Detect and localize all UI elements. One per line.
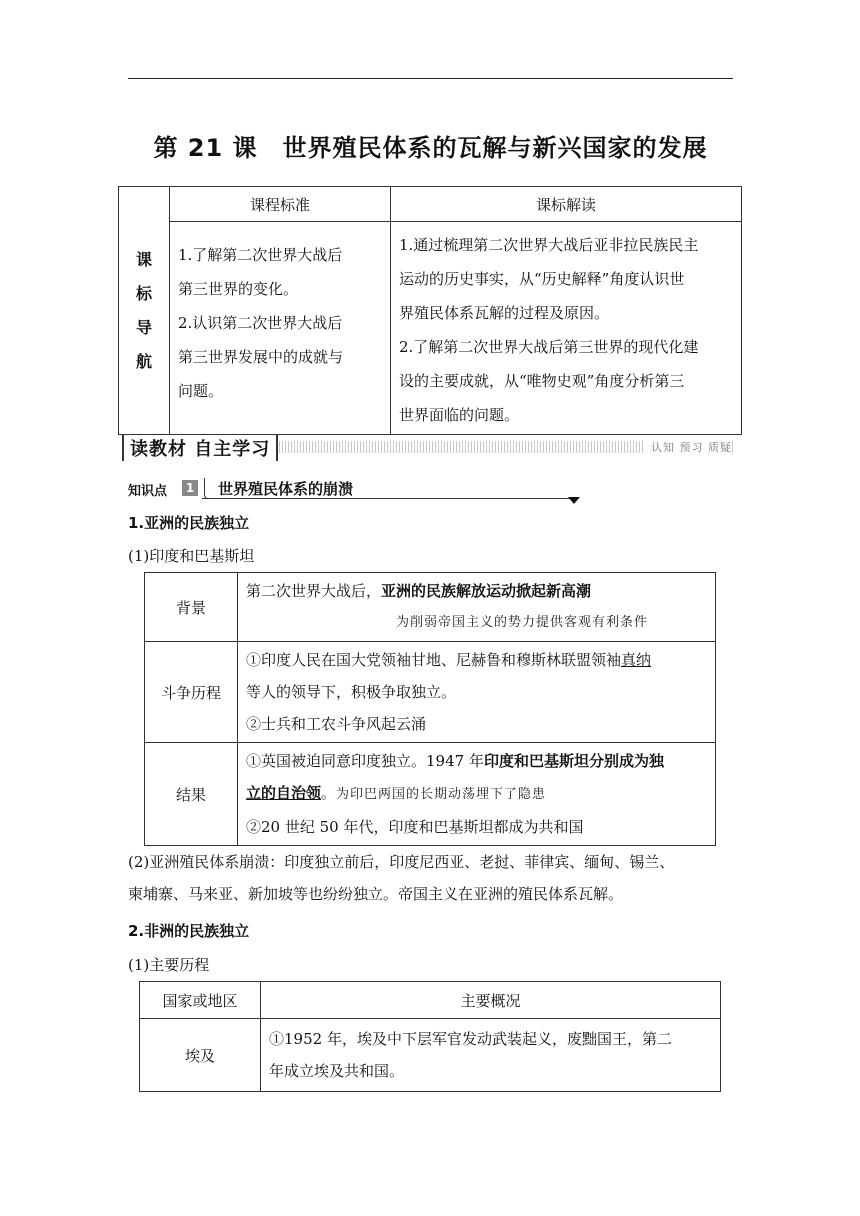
annotation-note: 为印巴两国的长期动荡埋下了隐患 [336, 787, 547, 802]
standard-reading-cell: 1.通过梳理第二次世界大战后亚非拉民族民主 运动的历史事实，从“历史解释”角度认识世 界殖民体系瓦解的过程及原因。 2.了解第二次世界大战后第三世界的现代化建 设的主要成就，从“唯物史观”角度分析第三 世界面临的问题。 [391, 222, 742, 435]
header-summary: 主要概况 [261, 982, 721, 1019]
section2-sub1: (1)主要历程 [128, 956, 210, 974]
section-banner [118, 437, 734, 460]
africa-table [139, 981, 721, 1092]
bracket-decoration [204, 478, 211, 499]
triangle-arrow-icon [568, 497, 580, 504]
header-standard-reading: 课标解读 [391, 187, 742, 222]
section2-heading: 2.非洲的民族独立 [128, 922, 250, 940]
course-nav-table [118, 186, 742, 435]
course-standard-cell: 1.了解第二次世界大战后 第三世界的变化。 2.认识第二次世界大战后 第三世界发展中的成就与 问题。 [170, 222, 391, 435]
header-country: 国家或地区 [140, 982, 261, 1019]
result-cell: ①英国被迫同意印度独立。1947 年印度和巴基斯坦分别成为独 立的自治领。为印巴两国的长期动荡埋下了隐患 ②20 世纪 50 年代，印度和巴基斯坦都成为共和国 [238, 743, 716, 846]
egypt-cell: ①1952 年，埃及中下层军官发动武装起义，废黜国王，第二 年成立埃及共和国。 [261, 1019, 721, 1092]
table-row [145, 642, 716, 743]
india-pakistan-table [144, 572, 716, 846]
row-label-struggle: 斗争历程 [145, 642, 238, 743]
table-row [145, 573, 716, 642]
section1-sub1: (1)印度和巴基斯坦 [128, 547, 255, 565]
section1-heading: 1.亚洲的民族独立 [128, 514, 250, 532]
knowledge-point-title: 世界殖民体系的崩溃 [218, 480, 354, 498]
banner-label: 读教材 自主学习 [122, 435, 278, 461]
table-row [145, 743, 716, 846]
table-row [140, 1019, 721, 1092]
struggle-cell: ①印度人民在国大党领袖甘地、尼赫鲁和穆斯林联盟领袖真纳 等人的领导下，积极争取独立。 ②士兵和工农斗争风起云涌 [238, 642, 716, 743]
row-label-background: 背景 [145, 573, 238, 642]
row-label-egypt: 埃及 [140, 1019, 261, 1092]
header-course-standard: 课程标准 [170, 187, 391, 222]
asia-collapse-paragraph: (2)亚洲殖民体系崩溃：印度独立前后，印度尼西亚、老挝、菲律宾、缅甸、锡兰、 柬埔寨、马来亚、新加坡等也纷纷独立。帝国主义在亚洲的殖民体系瓦解。 [128, 853, 675, 903]
background-cell: 第二次世界大战后，亚洲的民族解放运动掀起新高潮 为削弱帝国主义的势力提供客观有利条件 [238, 573, 716, 642]
underline-rule [202, 498, 574, 499]
knowledge-point-prefix: 知识点 [128, 484, 168, 499]
header-rule [128, 78, 733, 79]
banner-tags: 认知 预习 质疑 [645, 439, 732, 455]
lesson-title: 第 21 课 世界殖民体系的瓦解与新兴国家的发展 [153, 134, 708, 162]
knowledge-point-number: 1 [182, 480, 198, 496]
knowledge-point-bar [128, 478, 580, 502]
nav-side-label: 课 标 导 航 [119, 187, 170, 435]
row-label-result: 结果 [145, 743, 238, 846]
annotation-note: 为削弱帝国主义的势力提供客观有利条件 [396, 615, 649, 630]
